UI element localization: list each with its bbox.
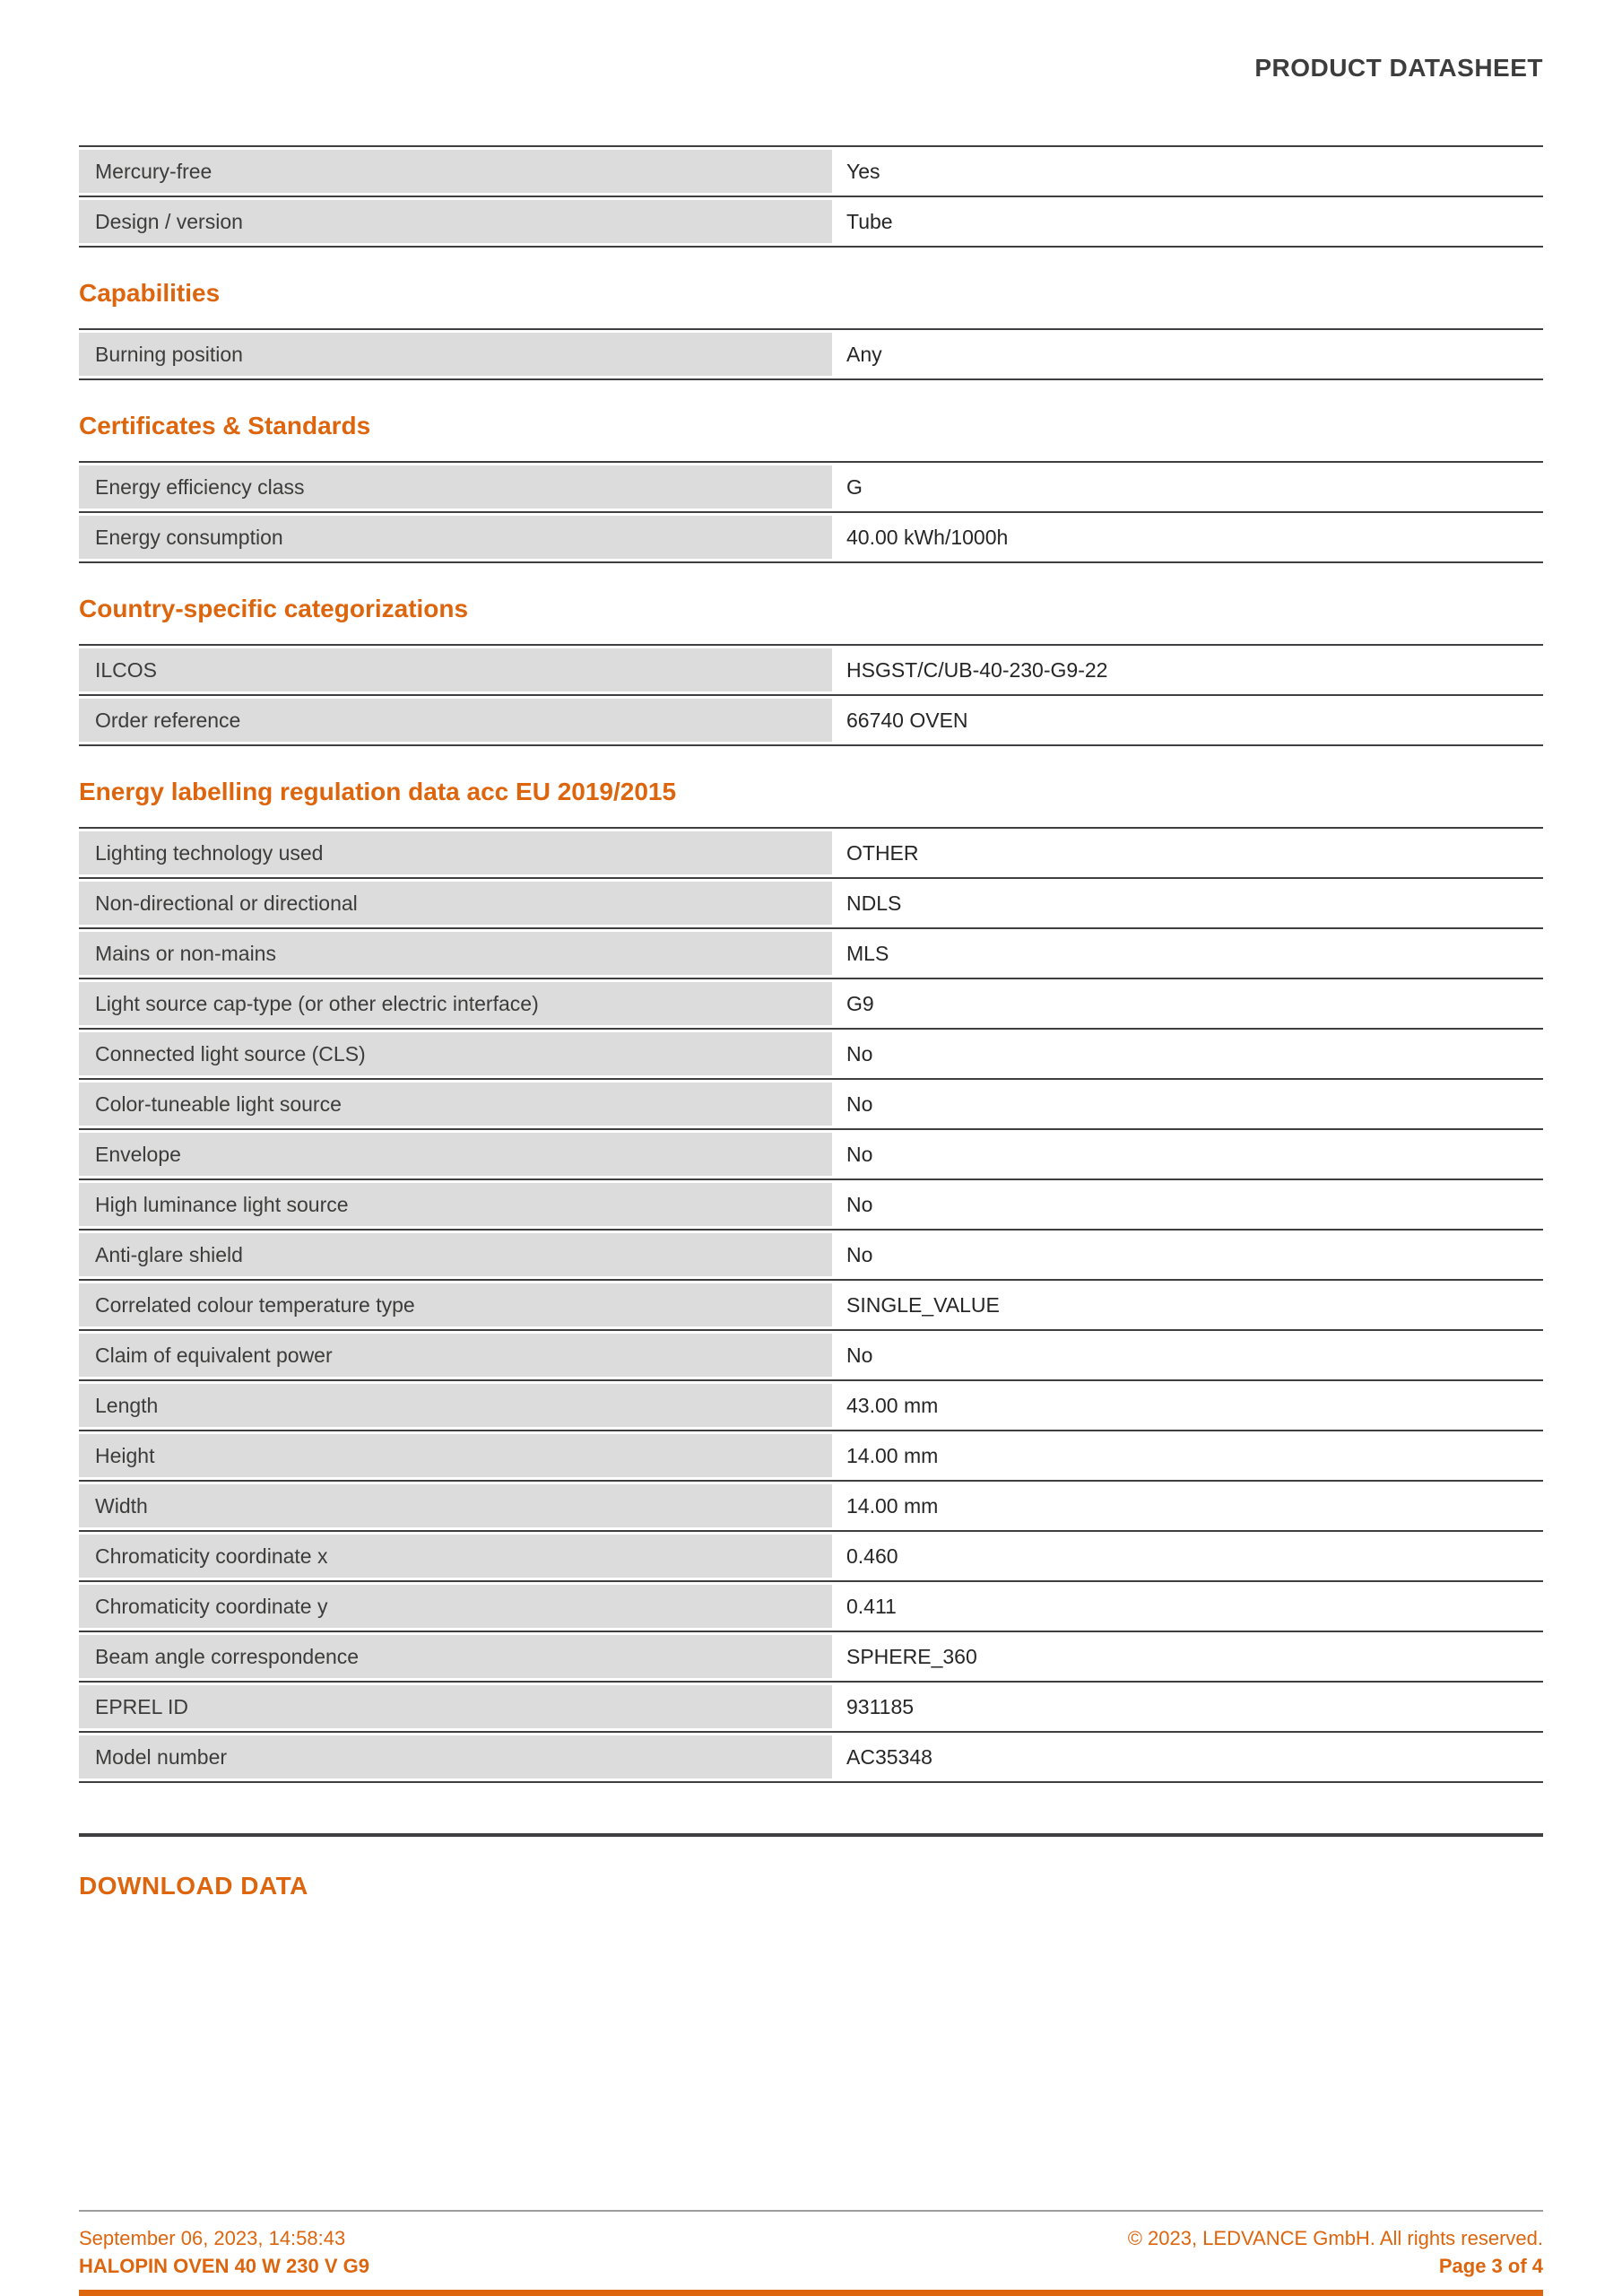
row-label: Burning position xyxy=(79,333,832,376)
row-value: 40.00 kWh/1000h xyxy=(846,525,1009,549)
table-row xyxy=(79,1128,1543,1178)
table-row xyxy=(79,1530,1543,1580)
row-value: 0.411 xyxy=(846,1594,897,1618)
table-row xyxy=(79,1229,1543,1279)
table-row xyxy=(79,978,1543,1028)
row-label: Light source cap-type (or other electric interface) xyxy=(79,982,832,1025)
table-row xyxy=(79,1580,1543,1631)
row-label: Claim of equivalent power xyxy=(79,1334,832,1377)
table-row xyxy=(79,328,1543,378)
row-value: Tube xyxy=(846,209,893,233)
row-value: MLS xyxy=(846,941,889,965)
footer-accent-bar xyxy=(79,2290,1543,2296)
row-value: 0.460 xyxy=(846,1544,898,1568)
table-row xyxy=(79,461,1543,511)
table-row xyxy=(79,827,1543,877)
row-value: Any xyxy=(846,342,882,366)
table-row xyxy=(79,196,1543,246)
table-row xyxy=(79,145,1543,196)
row-value: G9 xyxy=(846,991,874,1015)
row-value: No xyxy=(846,1343,873,1367)
download-data-heading: DOWNLOAD DATA xyxy=(79,1872,308,1900)
row-value: HSGST/C/UB-40-230-G9-22 xyxy=(846,657,1108,682)
row-value: NDLS xyxy=(846,891,902,915)
row-label: Non-directional or directional xyxy=(79,882,832,925)
row-value: OTHER xyxy=(846,840,919,865)
row-label: Chromaticity coordinate y xyxy=(79,1585,832,1628)
row-label: Energy efficiency class xyxy=(79,465,832,509)
row-value: 43.00 mm xyxy=(846,1393,939,1417)
row-label: Envelope xyxy=(79,1133,832,1176)
table-row xyxy=(79,694,1543,744)
table-energy-labelling xyxy=(79,827,1543,1783)
section-heading-energy-labelling: Energy labelling regulation data acc EU 2019/2015 xyxy=(79,778,677,805)
row-value: SINGLE_VALUE xyxy=(846,1292,1000,1317)
row-label: Length xyxy=(79,1384,832,1427)
row-value: No xyxy=(846,1041,873,1065)
footer-content xyxy=(79,2224,1543,2280)
row-value: 931185 xyxy=(846,1694,915,1718)
section-heading-country-specific: Country-specific categorizations xyxy=(79,595,469,622)
row-label: ILCOS xyxy=(79,648,832,691)
table-row xyxy=(79,1731,1543,1781)
row-label: Beam angle correspondence xyxy=(79,1635,832,1678)
table-row xyxy=(79,1279,1543,1329)
generated-timestamp: September 06, 2023, 14:58:43 xyxy=(79,2227,346,2249)
product-name: HALOPIN OVEN 40 W 230 V G9 xyxy=(79,2255,369,2277)
table-row xyxy=(79,927,1543,978)
row-value: Yes xyxy=(846,159,880,183)
row-value: No xyxy=(846,1242,873,1266)
table-row xyxy=(79,1379,1543,1430)
row-label: Design / version xyxy=(79,200,832,243)
page-number: Page 3 of 4 xyxy=(1438,2255,1543,2277)
table-row xyxy=(79,877,1543,927)
row-label: EPREL ID xyxy=(79,1685,832,1728)
row-label: Connected light source (CLS) xyxy=(79,1032,832,1075)
footer-divider xyxy=(79,2210,1543,2212)
table-row xyxy=(79,1480,1543,1530)
table-row xyxy=(79,1078,1543,1128)
table-row xyxy=(79,1178,1543,1229)
table-row xyxy=(79,644,1543,694)
row-value: No xyxy=(846,1192,873,1216)
row-label: Color-tuneable light source xyxy=(79,1083,832,1126)
row-value: 66740 OVEN xyxy=(846,708,968,732)
row-value: 14.00 mm xyxy=(846,1493,939,1518)
row-label: Height xyxy=(79,1434,832,1477)
row-value: 14.00 mm xyxy=(846,1443,939,1467)
table-capabilities xyxy=(79,328,1543,380)
section-heading-capabilities: Capabilities xyxy=(79,279,221,307)
row-label: High luminance light source xyxy=(79,1183,832,1226)
row-label: Width xyxy=(79,1484,832,1527)
table-row xyxy=(79,1430,1543,1480)
table-certificates xyxy=(79,461,1543,563)
row-label: Mains or non-mains xyxy=(79,932,832,975)
table-row xyxy=(79,1681,1543,1731)
row-value: SPHERE_360 xyxy=(846,1644,977,1668)
row-label: Model number xyxy=(79,1735,832,1779)
section-heading-certificates: Certificates & Standards xyxy=(79,412,371,439)
page-footer xyxy=(79,2210,1543,2296)
copyright-notice: © 2023, LEDVANCE GmbH. All rights reserved. xyxy=(1127,2227,1543,2249)
table-row xyxy=(79,1631,1543,1681)
footer-left xyxy=(79,2224,369,2280)
table-row xyxy=(79,1028,1543,1078)
row-value: No xyxy=(846,1142,873,1166)
table-row xyxy=(79,511,1543,561)
row-label: Order reference xyxy=(79,699,832,742)
table-general xyxy=(79,145,1543,248)
row-label: Mercury-free xyxy=(79,150,832,193)
row-value: No xyxy=(846,1091,873,1116)
table-country-specific xyxy=(79,644,1543,746)
row-value: AC35348 xyxy=(846,1744,932,1769)
row-label: Lighting technology used xyxy=(79,831,832,874)
row-label: Anti-glare shield xyxy=(79,1233,832,1276)
row-label: Energy consumption xyxy=(79,516,832,559)
table-row xyxy=(79,1329,1543,1379)
table-end-divider xyxy=(79,1833,1543,1837)
page-header xyxy=(79,0,1543,83)
row-value: G xyxy=(846,474,863,499)
page-title: PRODUCT DATASHEET xyxy=(1254,54,1543,82)
row-label: Correlated colour temperature type xyxy=(79,1283,832,1326)
footer-right xyxy=(1128,2224,1543,2280)
row-label: Chromaticity coordinate x xyxy=(79,1535,832,1578)
